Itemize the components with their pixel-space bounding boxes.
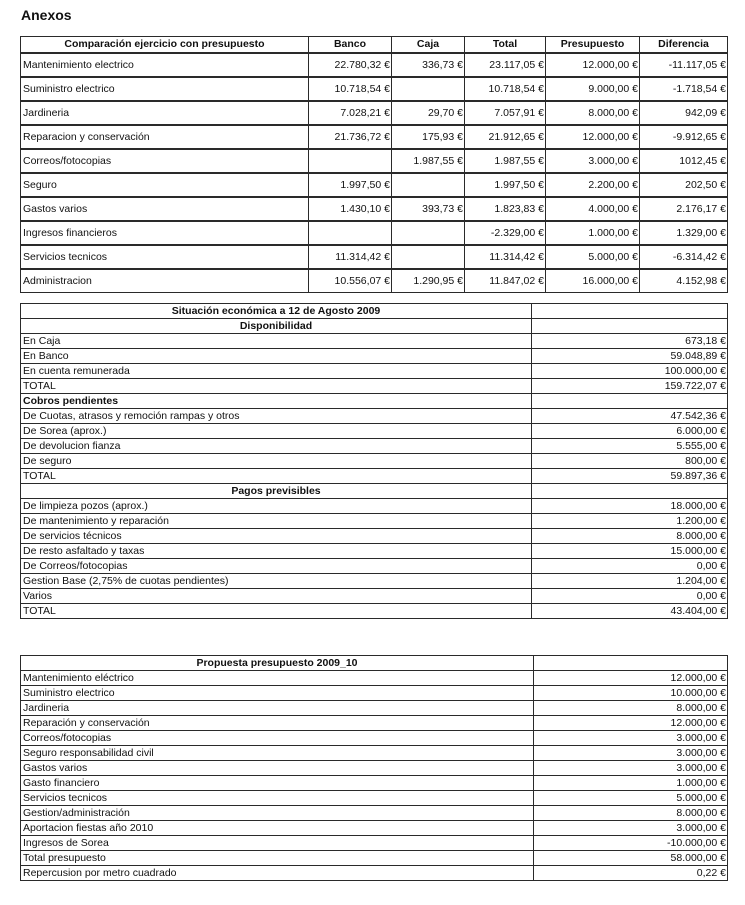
row-label: Varios	[21, 589, 532, 604]
cell-banco: 1.430,10 €	[309, 197, 392, 221]
row-value: 3.000,00 €	[534, 731, 728, 746]
cobros-heading-row	[21, 394, 728, 409]
row-label: En cuenta remunerada	[21, 364, 532, 379]
row-value: 8.000,00 €	[532, 529, 728, 544]
row-label: De limpieza pozos (aprox.)	[21, 499, 532, 514]
budget-row	[21, 686, 728, 701]
cell-diferencia: 1.329,00 €	[640, 221, 728, 245]
cell-concept: Administracion	[21, 269, 309, 293]
row-value: 1.200,00 €	[532, 514, 728, 529]
cell-diferencia: 1012,45 €	[640, 149, 728, 173]
cobros-row	[21, 454, 728, 469]
row-value: 100.000,00 €	[532, 364, 728, 379]
header-presupuesto: Presupuesto	[546, 37, 640, 54]
row-value: 59.048,89 €	[532, 349, 728, 364]
comparison-header-row	[21, 37, 728, 54]
header-diferencia: Diferencia	[640, 37, 728, 54]
comparison-row	[21, 125, 728, 149]
row-value: 3.000,00 €	[534, 746, 728, 761]
empty-cell	[532, 484, 728, 499]
disponibilidad-row	[21, 364, 728, 379]
cell-presupuesto: 9.000,00 €	[546, 77, 640, 101]
disponibilidad-row	[21, 349, 728, 364]
cell-concept: Ingresos financieros	[21, 221, 309, 245]
page-title: Anexos	[21, 7, 72, 23]
cell-presupuesto: 2.200,00 €	[546, 173, 640, 197]
row-label: Servicios tecnicos	[21, 791, 534, 806]
row-value: 43.404,00 €	[532, 604, 728, 619]
cell-caja: 1.290,95 €	[392, 269, 465, 293]
cell-diferencia: -6.314,42 €	[640, 245, 728, 269]
cell-diferencia: -9.912,65 €	[640, 125, 728, 149]
budget-title: Propuesta presupuesto 2009_10	[21, 656, 534, 671]
row-label: Gestion Base (2,75% de cuotas pendientes)	[21, 574, 532, 589]
cell-presupuesto: 5.000,00 €	[546, 245, 640, 269]
situation-title-row	[21, 304, 728, 319]
cell-banco: 22.780,32 €	[309, 53, 392, 77]
cell-concept: Gastos varios	[21, 197, 309, 221]
row-value: 0,22 €	[534, 866, 728, 881]
row-value: 5.555,00 €	[532, 439, 728, 454]
disponibilidad-row	[21, 379, 728, 394]
row-value: 5.000,00 €	[534, 791, 728, 806]
budget-row	[21, 806, 728, 821]
row-value: 1.000,00 €	[534, 776, 728, 791]
cell-banco: 11.314,42 €	[309, 245, 392, 269]
row-label: Correos/fotocopias	[21, 731, 534, 746]
row-label: TOTAL	[21, 604, 532, 619]
cell-presupuesto: 8.000,00 €	[546, 101, 640, 125]
comparison-row	[21, 53, 728, 77]
cell-total: 11.314,42 €	[465, 245, 546, 269]
pagos-row	[21, 514, 728, 529]
pagos-row	[21, 544, 728, 559]
disponibilidad-heading-row	[21, 319, 728, 334]
comparison-row	[21, 77, 728, 101]
row-label: Suministro electrico	[21, 686, 534, 701]
cell-caja: 29,70 €	[392, 101, 465, 125]
cell-caja: 336,73 €	[392, 53, 465, 77]
pagos-row	[21, 529, 728, 544]
situation-table	[20, 303, 728, 619]
row-label: Gasto financiero	[21, 776, 534, 791]
cell-caja	[392, 173, 465, 197]
budget-row	[21, 731, 728, 746]
cell-total: 23.117,05 €	[465, 53, 546, 77]
cobros-row	[21, 469, 728, 484]
row-value: 1.204,00 €	[532, 574, 728, 589]
comparison-row	[21, 245, 728, 269]
disponibilidad-heading: Disponibilidad	[21, 319, 532, 334]
cell-diferencia: -1.718,54 €	[640, 77, 728, 101]
row-label: De Cuotas, atrasos y remoción rampas y otros	[21, 409, 532, 424]
row-value: 8.000,00 €	[534, 806, 728, 821]
row-label: Gestion/administración	[21, 806, 534, 821]
comparison-row	[21, 149, 728, 173]
row-label: TOTAL	[21, 469, 532, 484]
row-value: 8.000,00 €	[534, 701, 728, 716]
cell-banco: 7.028,21 €	[309, 101, 392, 125]
cell-concept: Jardineria	[21, 101, 309, 125]
cell-total: 7.057,91 €	[465, 101, 546, 125]
row-label: Gastos varios	[21, 761, 534, 776]
cell-total: 1.987,55 €	[465, 149, 546, 173]
row-value: 47.542,36 €	[532, 409, 728, 424]
cell-concept: Servicios tecnicos	[21, 245, 309, 269]
pagos-row	[21, 499, 728, 514]
row-label: Reparación y conservación	[21, 716, 534, 731]
budget-row	[21, 701, 728, 716]
row-value: 6.000,00 €	[532, 424, 728, 439]
budget-title-row	[21, 656, 728, 671]
cell-diferencia: 2.176,17 €	[640, 197, 728, 221]
cell-diferencia: -11.117,05 €	[640, 53, 728, 77]
budget-row	[21, 791, 728, 806]
budget-row	[21, 821, 728, 836]
row-label: Total presupuesto	[21, 851, 534, 866]
disponibilidad-row	[21, 334, 728, 349]
cell-caja	[392, 77, 465, 101]
row-value: 18.000,00 €	[532, 499, 728, 514]
cobros-row	[21, 439, 728, 454]
row-value: 3.000,00 €	[534, 761, 728, 776]
header-banco: Banco	[309, 37, 392, 54]
row-value: 12.000,00 €	[534, 716, 728, 731]
cell-banco: 1.997,50 €	[309, 173, 392, 197]
cell-diferencia: 202,50 €	[640, 173, 728, 197]
cell-total: 21.912,65 €	[465, 125, 546, 149]
cell-presupuesto: 16.000,00 €	[546, 269, 640, 293]
pagos-heading-row	[21, 484, 728, 499]
row-value: 0,00 €	[532, 559, 728, 574]
row-label: De seguro	[21, 454, 532, 469]
cell-banco: 10.718,54 €	[309, 77, 392, 101]
row-value: 15.000,00 €	[532, 544, 728, 559]
cell-total: -2.329,00 €	[465, 221, 546, 245]
cell-diferencia: 942,09 €	[640, 101, 728, 125]
cell-presupuesto: 1.000,00 €	[546, 221, 640, 245]
row-value: 3.000,00 €	[534, 821, 728, 836]
cobros-row	[21, 409, 728, 424]
budget-row	[21, 836, 728, 851]
cell-caja	[392, 245, 465, 269]
pagos-row	[21, 604, 728, 619]
empty-cell	[534, 656, 728, 671]
row-value: 10.000,00 €	[534, 686, 728, 701]
cell-presupuesto: 3.000,00 €	[546, 149, 640, 173]
cobros-row	[21, 424, 728, 439]
cell-caja	[392, 221, 465, 245]
situation-title: Situación económica a 12 de Agosto 2009	[21, 304, 532, 319]
pagos-row	[21, 589, 728, 604]
cell-presupuesto: 12.000,00 €	[546, 125, 640, 149]
cell-total: 10.718,54 €	[465, 77, 546, 101]
comparison-row	[21, 101, 728, 125]
budget-row	[21, 716, 728, 731]
cell-presupuesto: 4.000,00 €	[546, 197, 640, 221]
comparison-row	[21, 173, 728, 197]
row-label: Aportacion fiestas año 2010	[21, 821, 534, 836]
pagos-row	[21, 574, 728, 589]
budget-row	[21, 851, 728, 866]
row-label: De mantenimiento y reparación	[21, 514, 532, 529]
budget-row	[21, 746, 728, 761]
row-label: En Caja	[21, 334, 532, 349]
budget-row	[21, 866, 728, 881]
cell-diferencia: 4.152,98 €	[640, 269, 728, 293]
cell-banco	[309, 149, 392, 173]
cell-caja: 1.987,55 €	[392, 149, 465, 173]
cell-banco: 10.556,07 €	[309, 269, 392, 293]
header-caja: Caja	[392, 37, 465, 54]
row-label: Mantenimiento eléctrico	[21, 671, 534, 686]
row-value: 58.000,00 €	[534, 851, 728, 866]
row-value: 59.897,36 €	[532, 469, 728, 484]
row-value: 159.722,07 €	[532, 379, 728, 394]
cell-banco: 21.736,72 €	[309, 125, 392, 149]
cell-caja: 393,73 €	[392, 197, 465, 221]
cell-concept: Mantenimiento electrico	[21, 53, 309, 77]
row-value: 0,00 €	[532, 589, 728, 604]
cell-total: 1.823,83 €	[465, 197, 546, 221]
row-value: 800,00 €	[532, 454, 728, 469]
row-label: Ingresos de Sorea	[21, 836, 534, 851]
row-value: -10.000,00 €	[534, 836, 728, 851]
comparison-row	[21, 269, 728, 293]
row-label: De Correos/fotocopias	[21, 559, 532, 574]
row-label: De servicios técnicos	[21, 529, 532, 544]
cell-concept: Seguro	[21, 173, 309, 197]
cell-total: 1.997,50 €	[465, 173, 546, 197]
pagos-heading: Pagos previsibles	[21, 484, 532, 499]
comparison-row	[21, 197, 728, 221]
cell-concept: Reparacion y conservación	[21, 125, 309, 149]
row-label: Repercusion por metro cuadrado	[21, 866, 534, 881]
empty-cell	[532, 394, 728, 409]
pagos-row	[21, 559, 728, 574]
row-label: TOTAL	[21, 379, 532, 394]
row-label: De Sorea (aprox.)	[21, 424, 532, 439]
budget-row	[21, 761, 728, 776]
cell-presupuesto: 12.000,00 €	[546, 53, 640, 77]
comparison-row	[21, 221, 728, 245]
budget-table	[20, 655, 728, 881]
row-value: 12.000,00 €	[534, 671, 728, 686]
cell-banco	[309, 221, 392, 245]
header-concept: Comparación ejercicio con presupuesto	[21, 37, 309, 54]
header-total: Total	[465, 37, 546, 54]
cell-caja: 175,93 €	[392, 125, 465, 149]
cobros-heading: Cobros pendientes	[21, 394, 532, 409]
row-value: 673,18 €	[532, 334, 728, 349]
comparison-table	[20, 36, 728, 293]
cell-total: 11.847,02 €	[465, 269, 546, 293]
cell-concept: Correos/fotocopias	[21, 149, 309, 173]
cell-concept: Suministro electrico	[21, 77, 309, 101]
row-label: En Banco	[21, 349, 532, 364]
budget-row	[21, 776, 728, 791]
empty-cell	[532, 319, 728, 334]
row-label: Seguro responsabilidad civil	[21, 746, 534, 761]
budget-row	[21, 671, 728, 686]
row-label: De resto asfaltado y taxas	[21, 544, 532, 559]
empty-cell	[532, 304, 728, 319]
row-label: Jardineria	[21, 701, 534, 716]
row-label: De devolucion fianza	[21, 439, 532, 454]
